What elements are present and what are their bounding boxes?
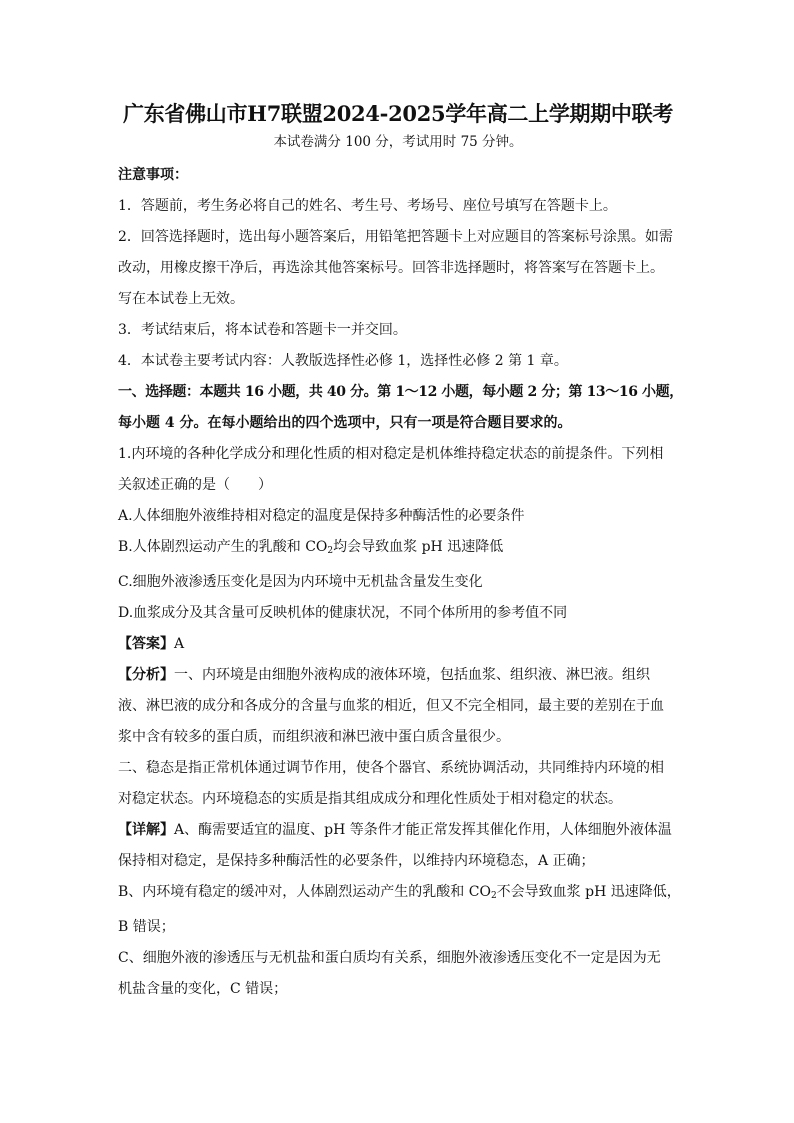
option-b-text: 均会导致血浆 pH 迅速降低 xyxy=(333,539,504,555)
detail-line xyxy=(118,815,678,846)
section-heading: 每小题 4 分。在每小题给出的四个选项中，只有一项是符合题目要求的。 xyxy=(118,415,572,431)
question-stem: 关叙述正确的是（ ） xyxy=(118,477,272,493)
notice-line: 2．回答选择题时，选出每小题答案后，用铅笔把答题卡上对应题目的答案标号涂黑。如需 xyxy=(118,229,673,245)
option-b xyxy=(118,532,678,567)
notice-line: 改动，用橡皮擦干净后，再选涂其他答案标号。回答非选择题时，将答案写在答题卡上。 xyxy=(118,260,664,276)
detail-line: 保持相对稳定，是保持多种酶活性的必要条件，以维持内环境稳态，A 正确； xyxy=(118,853,595,869)
subscript: 2 xyxy=(490,891,497,901)
notice-line: 写在本试卷上无效。 xyxy=(118,291,244,307)
detail-line: B 错误； xyxy=(118,919,175,935)
answer-tag: 【答案】 xyxy=(118,636,174,652)
detail-text: B、内环境有稳定的缓冲对，人体剧烈运动产生的乳酸和 CO xyxy=(118,884,491,900)
detail-tag: 【详解】 xyxy=(118,822,174,838)
analysis-text: 一、内环境是由细胞外液构成的液体环境，包括血浆、组织液、淋巴液。组织 xyxy=(174,667,650,683)
notice-line: 1．答题前，考生务必将自己的姓名、考生号、考场号、座位号填写在答题卡上。 xyxy=(118,198,617,214)
option-c: C.细胞外液渗透压变化是因为内环境中无机盐含量发生变化 xyxy=(118,574,483,590)
analysis-line: 液、淋巴液的成分和各成分的含量与血浆的相近，但又不完全相同，最主要的差别在于血 xyxy=(118,698,664,714)
analysis-line xyxy=(118,660,678,691)
detail-text: A、酶需要适宜的温度、pH 等条件才能正常发挥其催化作用，人体细胞外液体温 xyxy=(174,822,672,838)
document-title: 广东省佛山市H7联盟2024-2025学年高二上学期期中联考 xyxy=(122,101,674,126)
detail-line: C、细胞外液的渗透压与无机盐和蛋白质均有关系，细胞外液渗透压变化不一定是因为无 xyxy=(118,950,661,966)
question-stem: 1.内环境的各种化学成分和理化性质的相对稳定是机体维持稳定状态的前提条件。下列相 xyxy=(118,446,664,462)
document-page xyxy=(118,98,683,1005)
analysis-line: 浆中含有较多的蛋白质，而组织液和淋巴液中蛋白质含量很少。 xyxy=(118,729,510,745)
detail-line: 机盐含量的变化，C 错误； xyxy=(118,981,288,997)
option-d: D.血浆成分及其含量可反映机体的健康状况，不同个体所用的参考值不同 xyxy=(118,605,568,621)
subscript: 2 xyxy=(327,546,334,556)
notice-heading: 注意事项： xyxy=(118,167,188,183)
analysis-tag: 【分析】 xyxy=(118,667,174,683)
detail-text: 不会导致血浆 pH 迅速降低， xyxy=(496,884,681,900)
analysis-line: 对稳定状态。内环境稳态的实质是指其组成成分和理化性质处于相对稳定的状态。 xyxy=(118,791,622,807)
section-heading: 一、选择题：本题共 16 小题，共 40 分。第 1～12 小题，每小题 2 分；第 13～16 小题， xyxy=(118,384,683,400)
answer-value: A xyxy=(174,636,185,652)
option-b-text: B.人体剧烈运动产生的乳酸和 CO xyxy=(118,539,328,555)
notice-line: 4．本试卷主要考试内容：人教版选择性必修 1，选择性必修 2 第 1 章。 xyxy=(118,353,568,369)
document-subtitle: 本试卷满分 100 分，考试用时 75 分钟。 xyxy=(273,134,523,150)
analysis-line: 二、稳态是指正常机体通过调节作用，使各个器官、系统协调活动，共同维持内环境的相 xyxy=(118,760,664,776)
detail-line xyxy=(118,877,681,912)
option-a: A.人体细胞外液维持相对稳定的温度是保持多种酶活性的必要条件 xyxy=(118,508,525,524)
answer-line xyxy=(118,629,678,660)
notice-line: 3．考试结束后，将本试卷和答题卡一并交回。 xyxy=(118,322,407,338)
